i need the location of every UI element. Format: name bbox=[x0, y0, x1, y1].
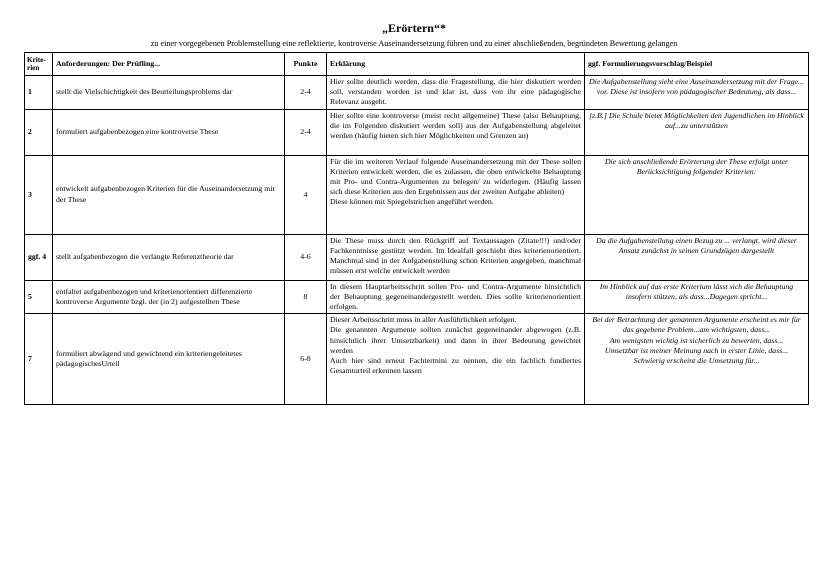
beispiel-paragraph: Am wenigsten wichtig ist sicherlich zu bewerten, dass... bbox=[609, 335, 784, 345]
beispiel-paragraph: Die sich anschließende Erörterung der These erfolgt unter Berücksichtigung folgender Kriterien: bbox=[605, 156, 788, 176]
table-row bbox=[25, 314, 809, 405]
erklaerung-paragraph: Die genannten Argumente sollten zunächst gegeneinander abgewogen (z.B. hinsichtlich ihrer Umsetzbarkeit) und dann in ihrer Bedeutung gewichtet werden bbox=[330, 325, 581, 355]
cell-erklaerung bbox=[327, 76, 585, 110]
beispiel-paragraph: Da die Aufgabenstellung einen Bezug zu ... verlangt, wird dieser Ansatz zunächst in seinen Grundzügen dargestellt bbox=[596, 235, 797, 255]
cell-kriterium: 5 bbox=[25, 280, 53, 314]
header-punkte: Punkte bbox=[285, 53, 327, 76]
cell-beispiel bbox=[585, 280, 809, 314]
beispiel-paragraph: [z.B.] Die Schule bietet Möglichkeiten den Jugendlichen im Hinblick auf...zu unterstützen bbox=[589, 110, 804, 130]
erklaerung-paragraph: Auch hier sind erneut Fachtermini zu nennen, die ein fachlich fundiertes Gesamturteil erkennen lassen bbox=[330, 356, 581, 376]
cell-erklaerung bbox=[327, 109, 585, 155]
beispiel-paragraph: Bei der Betrachtung der genannten Argumente erscheint es mir für das gegebene Problem...am wichtigsten, dass... bbox=[592, 315, 801, 335]
cell-punkte: 4-6 bbox=[285, 234, 327, 280]
erklaerung-paragraph: Hier sollte deutlich werden, dass die Fragestellung, die hier diskutiert werden soll, verstanden worden ist und klar ist, dass von ihr eine pädagogische Relevanz ausgeht. bbox=[330, 77, 581, 107]
page-subtitle: zu einer vorgegebenen Problemstellung eine reflektierte, kontroverse Auseinandersetzung führen und zu einer abschließenden, begründeten Bewertung gelangen bbox=[150, 39, 678, 48]
table-body bbox=[25, 76, 809, 405]
cell-beispiel bbox=[585, 155, 809, 234]
erklaerung-paragraph: Diese können mit Spiegelstrichen angeführt werden. bbox=[330, 197, 494, 207]
cell-punkte: 6-8 bbox=[285, 314, 327, 405]
erklaerung-paragraph: Für die im weiteren Verlauf folgende Auseinandersetzung mit der These sollen Kriterien entwickelt werden, die es zulassen, die oben entwickelte Behauptung mit Pro- und Contra-Argumenten zu belegen/ zu widerlegen. (Häufig lassen sich diese Kriterien aus den Ergebnissen aus der zweiten Aufgabe ableiten) bbox=[330, 156, 581, 197]
cell-anforderung: formuliert aufgabenbezogen eine kontroverse These bbox=[53, 109, 285, 155]
cell-anforderung: stellt die Vielschichtigkeit des Beurteilungsproblems dar bbox=[53, 76, 285, 110]
table-row bbox=[25, 234, 809, 280]
cell-erklaerung bbox=[327, 280, 585, 314]
cell-punkte: 2-4 bbox=[285, 76, 327, 110]
table-row bbox=[25, 109, 809, 155]
beispiel-paragraph: Im Hinblick auf das erste Kriterium lässt sich die Behauptung insofern stützen, als dass...Dagegen spricht... bbox=[599, 281, 794, 301]
page-title: „Erörtern“* bbox=[382, 21, 446, 35]
erklaerung-paragraph: Die These muss durch den Rückgriff auf Textaussagen (Zitate!!!) und/oder Fachkenntnisse gestützt werden. Im Idealfall geschieht dies kriterienorientiert. Manchmal sind in der Aufgabenstellung schon Kriterien angegeben, manchmal müssen erst welche entwickelt werden bbox=[330, 235, 581, 276]
cell-anforderung: stellt aufgabenbezogen die verlangte Referenztheorie dar bbox=[53, 234, 285, 280]
cell-anforderung: entwickelt aufgabenbezogen Kriterien für die Auseinandersetzung mit der These bbox=[53, 155, 285, 234]
header-beispiel: ggf. Formulierungsvorschlag/Beispiel bbox=[585, 53, 809, 76]
table-header-row bbox=[25, 53, 809, 76]
header-kriterien: Krite-rien bbox=[25, 53, 53, 76]
cell-kriterium: 1 bbox=[25, 76, 53, 110]
cell-kriterium: 3 bbox=[25, 155, 53, 234]
cell-kriterium: ggf. 4 bbox=[25, 234, 53, 280]
cell-punkte: 2-4 bbox=[285, 109, 327, 155]
erklaerung-paragraph: Hier sollte eine kontroverse (meist recht allgemeine) These (also Behauptung, die im Folgenden diskutiert werden soll) aus der Aufgabenstellung abgeleitet werden (häufig bieten sich hier Möglichkeiten und Grenzen an) bbox=[330, 110, 581, 141]
erklaerung-paragraph: Dieser Arbeitsschritt muss in aller Ausführlichkeit erfolgen. bbox=[330, 315, 517, 325]
cell-beispiel bbox=[585, 234, 809, 280]
cell-anforderung: entfaltet aufgabenbezogen und kriterienorientiert differenzierte kontroverse Argumente bzgl. der (in 2) aufgestellten These bbox=[53, 280, 285, 314]
header-erklaerung: Erklärung bbox=[327, 53, 585, 76]
beispiel-paragraph: Schwierig erscheint die Umsetzung für... bbox=[633, 356, 760, 366]
beispiel-paragraph: Die Aufgabenstellung sieht eine Auseinandersetzung mit der Frage... vor. Diese ist insofern von pädagogischer Bedeutung, als dass... bbox=[589, 77, 804, 97]
table-row bbox=[25, 76, 809, 110]
cell-punkte: 8 bbox=[285, 280, 327, 314]
cell-beispiel bbox=[585, 76, 809, 110]
cell-erklaerung bbox=[327, 155, 585, 234]
cell-anforderung: formuliert abwägend und gewichtend ein kriteriengeleitetes pädagogischesUrteil bbox=[53, 314, 285, 405]
cell-punkte: 4 bbox=[285, 155, 327, 234]
cell-erklaerung bbox=[327, 314, 585, 405]
table-row bbox=[25, 155, 809, 234]
criteria-table bbox=[24, 52, 809, 405]
erklaerung-paragraph: In diesem Hauptarbeitsschritt sollen Pro- und Contra-Argumente hinsichtlich der Behauptung gegeneinandergestellt werden. Dies sollte kriterienorientiert erfolgen. bbox=[330, 281, 581, 312]
cell-kriterium: 2 bbox=[25, 109, 53, 155]
table-row bbox=[25, 280, 809, 314]
beispiel-paragraph: Umsetzbar ist meiner Meinung nach in erster Linie, dass... bbox=[604, 345, 789, 355]
cell-beispiel bbox=[585, 314, 809, 405]
cell-beispiel bbox=[585, 109, 809, 155]
cell-erklaerung bbox=[327, 234, 585, 280]
header-anforderungen: Anforderungen: Der Prüfling... bbox=[53, 53, 285, 76]
cell-kriterium: 7 bbox=[25, 314, 53, 405]
